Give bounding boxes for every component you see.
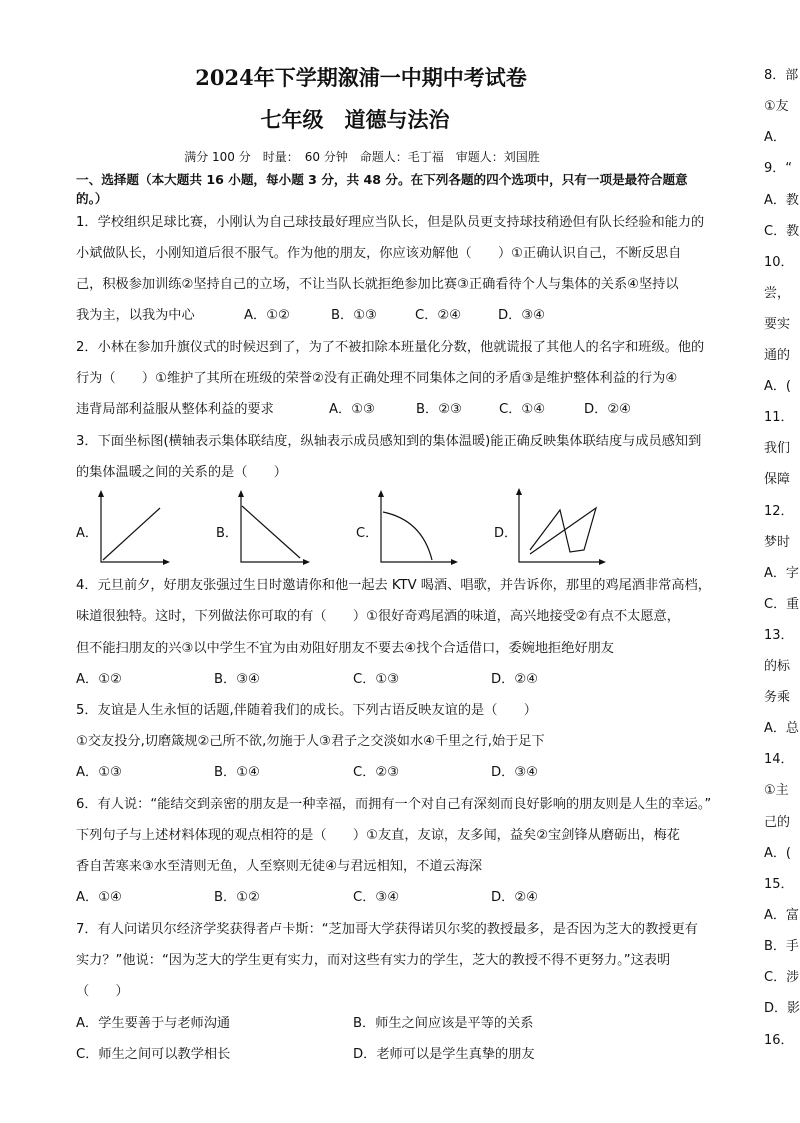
- next-column-clipped: [764, 0, 800, 1123]
- exam-title: 2024年下学期溆浦一中期中考试卷: [195, 65, 527, 90]
- right-col-line: 13．: [764, 628, 794, 643]
- q5-option-b: B．①④: [214, 765, 260, 780]
- q4-option-c: C．①③: [353, 672, 400, 687]
- q4-option-b: B．③④: [214, 672, 260, 687]
- graph-c-label: C．: [356, 526, 379, 541]
- right-col-line: 10．: [764, 255, 794, 270]
- q7-option-b: B．师生之间应该是平等的关系: [353, 1016, 534, 1031]
- right-col-line: 尝，: [764, 286, 791, 301]
- q5-option-c: C．②③: [353, 765, 400, 780]
- graph-b: [230, 490, 310, 570]
- graph-a: [90, 490, 170, 570]
- q5-line2: ①交友投分,切磨箴规②己所不欲,勿施于人③君子之交淡如水④千里之行,始于足下: [76, 734, 545, 749]
- q1-option-b: B．①③: [331, 308, 377, 323]
- q6-line1: 6．有人说：“能结交到亲密的朋友是一种幸福，而拥有一个对自己有深刻而良好影响的朋友则是人生的幸运。”: [76, 797, 712, 812]
- q2-option-c: C．①④: [499, 402, 546, 417]
- q5-option-a: A．①③: [76, 765, 122, 780]
- right-col-line: B．手: [764, 939, 799, 954]
- right-col-line: D．影: [764, 1001, 800, 1016]
- right-col-line: 务乘: [764, 690, 791, 705]
- right-col-line: 通的: [764, 348, 791, 363]
- right-col-line: C．重: [764, 597, 800, 612]
- right-col-line: ①主: [764, 783, 789, 798]
- q7-option-a: A．学生要善于与老师沟通: [76, 1016, 231, 1031]
- q7-option-c: C．师生之间可以教学相长: [76, 1047, 231, 1062]
- q5-option-d: D．③④: [491, 765, 538, 780]
- right-col-line: 梦时: [764, 535, 791, 550]
- right-col-line: 14．: [764, 752, 794, 767]
- right-col-line: C．涉: [764, 970, 800, 985]
- q6-option-a: A．①④: [76, 890, 122, 905]
- right-col-line: 16．: [764, 1033, 794, 1048]
- q6-option-b: B．①②: [214, 890, 260, 905]
- right-col-line: 9．“: [764, 161, 793, 176]
- q4-line1: 4．元旦前夕，好朋友张强过生日时邀请你和他一起去 KTV 喝酒、唱歌，并告诉你，那里的鸡尾酒非常高档，: [76, 578, 711, 593]
- q1-option-c: C．②④: [415, 308, 462, 323]
- q4-line2: 味道很独特。这时，下列做法你可取的有（ ）①很好奇鸡尾酒的味道，高兴地接受②有点不太愿意，: [76, 609, 680, 624]
- right-col-line: 12．: [764, 504, 794, 519]
- q1-option-d: D．③④: [498, 308, 545, 323]
- exam-meta: 满分 100 分 时量： 60 分钟 命题人：毛丁福 审题人：刘国胜: [184, 150, 540, 164]
- right-col-line: 15．: [764, 877, 794, 892]
- q1-line4: 我为主，以我为中心: [76, 308, 195, 323]
- q3-line2: 的集体温暖之间的关系的是（ ）: [76, 465, 287, 480]
- q6-line2: 下列句子与上述材料体现的观点相符的是（ ）①友直，友谅，友多闻，益矣②宝剑锋从磨砺出，梅花: [76, 828, 680, 843]
- q1-option-a: A．①②: [244, 308, 290, 323]
- graph-c: [370, 490, 460, 570]
- right-col-line: 8．部: [764, 68, 799, 83]
- right-col-line: 保障: [764, 472, 791, 487]
- q2-option-a: A．①③: [329, 402, 375, 417]
- graph-d-label: D．: [494, 526, 518, 541]
- right-col-line: A．教: [764, 193, 799, 208]
- right-col-line: 11．: [764, 410, 794, 425]
- right-col-line: ①友: [764, 99, 789, 114]
- right-col-line: A．(: [764, 379, 791, 394]
- graph-d: [508, 486, 608, 570]
- q7-option-d: D．老师可以是学生真挚的朋友: [353, 1047, 535, 1062]
- q4-option-d: D．②④: [491, 672, 538, 687]
- exam-subtitle: 七年级 道德与法治: [260, 107, 450, 132]
- q2-option-b: B．②③: [416, 402, 462, 417]
- graph-b-label: B．: [216, 526, 238, 541]
- q1-line3: 己，积极参加训练②坚持自己的立场，不让当队长就拒绝参加比赛③正确看待个人与集体的关系④坚持以: [76, 277, 679, 292]
- q3-line1: 3．下面坐标图(横轴表示集体联结度，纵轴表示成员感知到的集体温暖)能正确反映集体联结度与成员感知到: [76, 434, 702, 449]
- q6-line3: 香自苦寒来③水至清则无鱼，人至察则无徒④与君远相知，不道云海深: [76, 859, 483, 874]
- q4-line3: 但不能扫朋友的兴③以中学生不宜为由劝阻好朋友不要去④找个合适借口，委婉地拒绝好朋友: [76, 641, 614, 656]
- right-col-line: 己的: [764, 815, 791, 830]
- section-heading: 一、选择题（本大题共 16 小题，每小题 3 分，共 48 分。在下列各题的四个选项中，只有一项是最符合题意: [76, 172, 688, 187]
- right-col-line: 要实: [764, 317, 791, 332]
- q5-line1: 5．友谊是人生永恒的话题,伴随着我们的成长。下列古语反映友谊的是（ ）: [76, 703, 537, 718]
- q6-option-c: C．③④: [353, 890, 400, 905]
- q1-line1: 1．学校组织足球比赛，小刚认为自己球技最好理应当队长，但是队员更支持球技稍逊但有队长经验和能力的: [76, 215, 705, 230]
- graph-a-label: A．: [76, 526, 98, 541]
- q7-line3: （ ）: [76, 984, 129, 999]
- right-col-line: 我们: [764, 441, 791, 456]
- q2-line3: 违背局部利益服从整体利益的要求: [76, 402, 274, 417]
- right-col-line: A．(: [764, 846, 791, 861]
- q4-option-a: A．①②: [76, 672, 122, 687]
- q7-line1: 7．有人问诺贝尔经济学奖获得者卢卡斯：“芝加哥大学获得诺贝尔奖的教授最多，是否因为芝大的教授更有: [76, 922, 698, 937]
- right-col-line: A．: [764, 130, 786, 145]
- right-col-line: A．字: [764, 566, 799, 581]
- right-col-line: A．富: [764, 908, 799, 923]
- right-col-line: A．总: [764, 721, 799, 736]
- q1-line2: 小斌做队长，小刚知道后很不服气。作为他的朋友，你应该劝解他（ ）①正确认识自己，不断反思自: [76, 246, 682, 261]
- right-col-line: 的标: [764, 659, 791, 674]
- q6-option-d: D．②④: [491, 890, 538, 905]
- section-heading-cont: 的。）: [76, 191, 108, 206]
- q2-line2: 行为（ ）①维护了其所在班级的荣誉②没有正确处理不同集体之间的矛盾③是维护整体利益的行为④: [76, 371, 678, 386]
- q2-option-d: D．②④: [584, 402, 631, 417]
- q7-line2: 实力？”他说：“因为芝大的学生更有实力，而对这些有实力的学生，芝大的教授不得不更努力。”这表明: [76, 953, 671, 968]
- right-col-line: C．教: [764, 224, 800, 239]
- q2-line1: 2．小林在参加升旗仪式的时候迟到了，为了不被扣除本班量化分数，他就谎报了其他人的名字和班级。他的: [76, 340, 705, 355]
